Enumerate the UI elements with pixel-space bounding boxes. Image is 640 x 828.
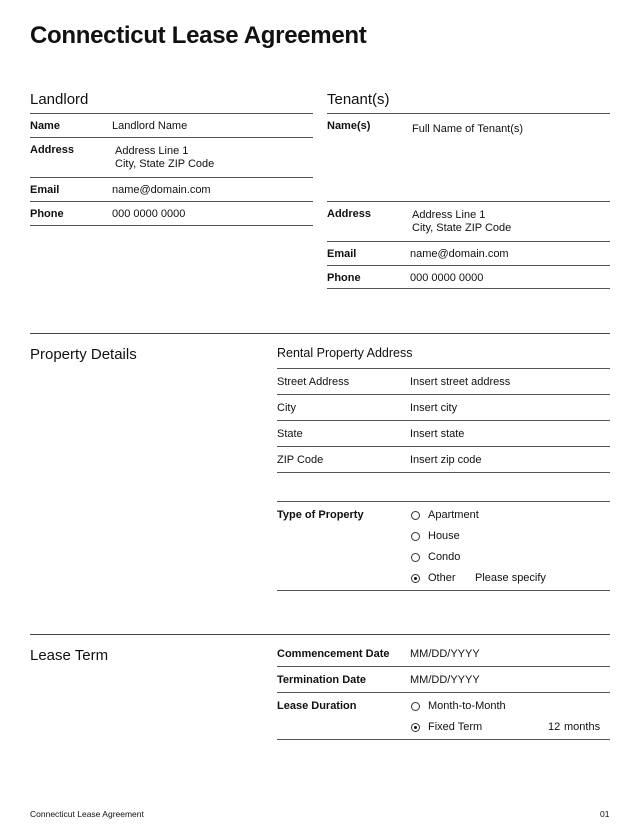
divider — [277, 739, 610, 740]
street-address-field[interactable]: Insert street address — [410, 376, 511, 388]
divider — [277, 472, 610, 473]
landlord-email-field[interactable]: name@domain.com — [112, 184, 211, 196]
city-label: City — [277, 402, 296, 414]
tenant-name-field[interactable]: Full Name of Tenant(s) — [412, 123, 524, 135]
divider — [277, 420, 610, 421]
month-to-month-radio[interactable] — [411, 702, 420, 711]
property-type-label: Type of Property — [277, 509, 364, 521]
landlord-address-line2-field[interactable]: City, State ZIP Code — [115, 158, 215, 170]
rental-address-heading: Rental Property Address — [277, 346, 413, 360]
landlord-name-field[interactable]: Landlord Name — [112, 120, 188, 132]
divider — [30, 113, 313, 114]
street-address-label: Street Address — [277, 376, 350, 388]
tenant-heading: Tenant(s) — [327, 91, 390, 108]
divider — [277, 590, 610, 591]
fixed-term-count-field[interactable]: 12 — [548, 721, 561, 733]
divider — [327, 201, 610, 202]
page-number: 01 — [600, 809, 610, 819]
divider — [327, 241, 610, 242]
fixed-term-option-label: Fixed Term — [428, 721, 483, 733]
other-specify-field[interactable]: Please specify — [475, 572, 546, 584]
divider — [30, 201, 313, 202]
divider — [30, 177, 313, 178]
state-label: State — [277, 428, 303, 440]
zip-code-label: ZIP Code — [277, 454, 324, 466]
apartment-radio[interactable] — [411, 511, 420, 520]
divider — [327, 113, 610, 114]
divider — [30, 225, 313, 226]
divider — [277, 446, 610, 447]
fixed-term-unit: months — [564, 721, 601, 733]
divider — [277, 501, 610, 502]
divider — [277, 692, 610, 693]
commencement-date-label: Commencement Date — [277, 648, 390, 660]
condo-option-label: Condo — [428, 551, 461, 563]
divider — [277, 666, 610, 667]
zip-code-field[interactable]: Insert zip code — [410, 454, 482, 466]
termination-date-field[interactable]: MM/DD/YYYY — [410, 674, 480, 686]
apartment-option-label: Apartment — [428, 509, 479, 521]
city-field[interactable]: Insert city — [410, 402, 458, 414]
document-title: Connecticut Lease Agreement — [30, 22, 367, 49]
footer-title: Connecticut Lease Agreement — [30, 809, 144, 819]
state-field[interactable]: Insert state — [410, 428, 465, 440]
divider — [277, 368, 610, 369]
condo-radio[interactable] — [411, 553, 420, 562]
landlord-address-line1-field[interactable]: Address Line 1 — [115, 145, 189, 157]
landlord-name-label: Name — [30, 120, 60, 132]
landlord-phone-label: Phone — [30, 208, 64, 220]
house-radio[interactable] — [411, 532, 420, 541]
tenant-email-label: Email — [327, 248, 357, 260]
month-to-month-option-label: Month-to-Month — [428, 700, 506, 712]
landlord-address-label: Address — [30, 144, 75, 156]
fixed-term-radio[interactable] — [411, 723, 420, 732]
landlord-heading: Landlord — [30, 91, 89, 108]
tenant-name-label: Name(s) — [327, 120, 371, 132]
tenant-email-field[interactable]: name@domain.com — [410, 248, 509, 260]
landlord-phone-field[interactable]: 000 0000 0000 — [112, 208, 186, 220]
landlord-email-label: Email — [30, 184, 60, 196]
tenant-address-label: Address — [327, 208, 372, 220]
divider — [327, 265, 610, 266]
termination-date-label: Termination Date — [277, 674, 367, 686]
section-divider — [30, 333, 610, 334]
tenant-phone-field[interactable]: 000 0000 0000 — [410, 272, 484, 284]
tenant-address-line1-field[interactable]: Address Line 1 — [412, 209, 486, 221]
house-option-label: House — [428, 530, 460, 542]
property-heading: Property Details — [30, 346, 137, 363]
divider — [30, 137, 313, 138]
commencement-date-field[interactable]: MM/DD/YYYY — [410, 648, 480, 660]
divider — [277, 394, 610, 395]
tenant-address-line2-field[interactable]: City, State ZIP Code — [412, 222, 512, 234]
other-option-label: Other — [428, 572, 456, 584]
lease-term-heading: Lease Term — [30, 647, 109, 664]
other-radio[interactable] — [411, 574, 420, 583]
tenant-phone-label: Phone — [327, 272, 361, 284]
section-divider — [30, 634, 610, 635]
lease-duration-label: Lease Duration — [277, 700, 357, 712]
divider — [327, 288, 610, 289]
